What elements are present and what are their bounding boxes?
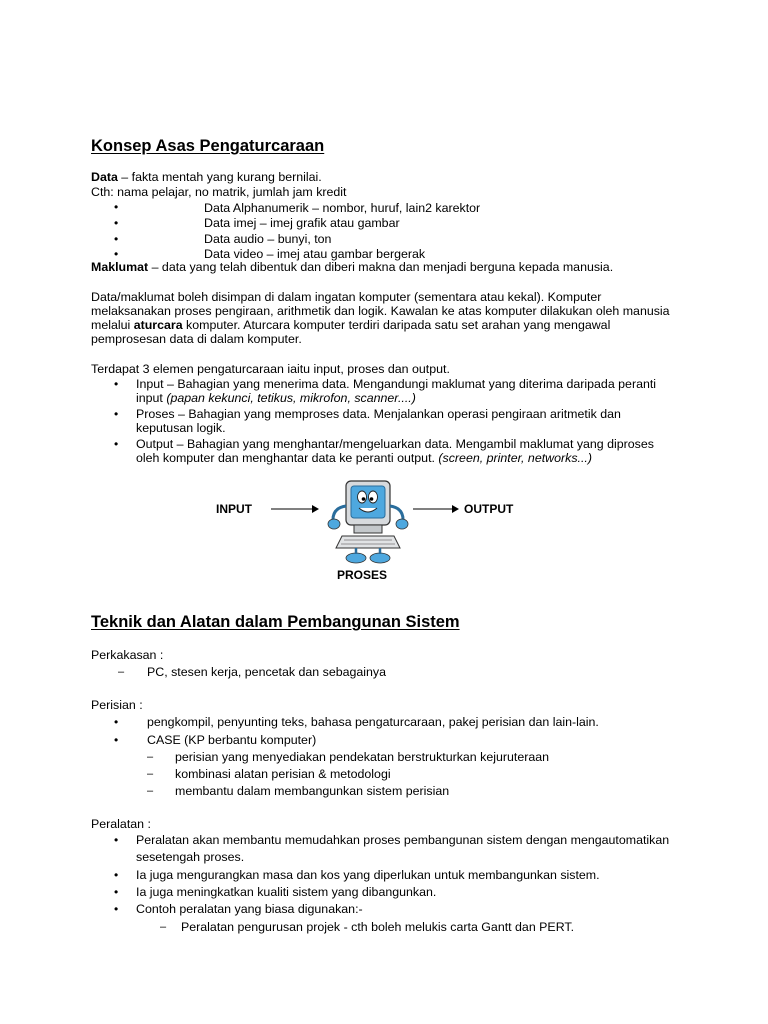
paragraph-text: komputer. Aturcara komputer terdiri daripada satu set arahan yang mengawal bbox=[182, 318, 611, 332]
peralatan-item: sesetengah proses. bbox=[136, 850, 245, 864]
perisian-item: pengkompil, penyunting teks, bahasa pengaturcaraan, pakej perisian dan lain-lain. bbox=[147, 715, 599, 729]
bullet-icon: • bbox=[114, 885, 119, 899]
dash-icon: – bbox=[118, 666, 125, 678]
section-title-konsep: Konsep Asas Pengaturcaraan bbox=[91, 137, 325, 155]
data-definition bbox=[91, 170, 322, 185]
output-text: oleh komputer dan menghantar data ke peranti output. bbox=[136, 451, 439, 465]
input-desc-line: Input – Bahagian yang menerima data. Mengandungi maklumat yang diterima daripada peranti bbox=[136, 377, 657, 391]
data-term: Data bbox=[91, 170, 118, 184]
paragraph-line: melaksanakan proses pengiraan, arithmetik dan logik. Kawalan ke atas komputer dilakukan oleh manusia bbox=[91, 304, 670, 318]
dash-icon: – bbox=[160, 921, 167, 933]
case-item: perisian yang menyediakan pendekatan berstrukturkan kejuruteraan bbox=[175, 750, 550, 764]
data-type-item: Data video – imej atau gambar bergerak bbox=[204, 247, 426, 261]
arrow-right-icon bbox=[412, 503, 460, 515]
data-def-text: – fakta mentah yang kurang bernilai. bbox=[117, 170, 322, 184]
output-desc-line: Output – Bahagian yang menghantar/mengeluarkan data. Mengambil maklumat yang diproses bbox=[136, 437, 654, 451]
section-title-teknik: Teknik dan Alatan dalam Pembangunan Sistem bbox=[91, 613, 460, 631]
bullet-icon: • bbox=[114, 437, 119, 451]
data-example: Cth: nama pelajar, no matrik, jumlah jam kredit bbox=[91, 185, 347, 199]
data-type-item: Data audio – bunyi, ton bbox=[204, 232, 332, 246]
bullet-icon: • bbox=[114, 200, 119, 214]
dash-icon: – bbox=[147, 768, 154, 780]
maklumat-term: Maklumat bbox=[91, 260, 149, 274]
diagram-proses-label: PROSES bbox=[337, 568, 388, 582]
bullet-icon: • bbox=[114, 377, 119, 391]
data-type-item: Data Alphanumerik – nombor, huruf, lain2 karektor bbox=[204, 201, 481, 215]
output-devices: (screen, printer, networks...) bbox=[438, 451, 592, 465]
paragraph-line: Data/maklumat boleh disimpan di dalam ingatan komputer (sementara atau kekal). Komputer bbox=[91, 290, 602, 304]
paragraph-text: melalui bbox=[91, 318, 134, 332]
arrow-right-icon bbox=[270, 503, 320, 515]
perisian-label: Perisian : bbox=[91, 698, 143, 712]
input-devices: (papan kekunci, tetikus, mikrofon, scanner....) bbox=[166, 391, 416, 405]
case-item: membantu dalam membangunkan sistem perisian bbox=[175, 784, 450, 798]
peralatan-item: Peralatan akan membantu memudahkan proses pembangunan sistem dengan mengautomatikan bbox=[136, 833, 670, 847]
maklumat-definition bbox=[91, 260, 613, 275]
diagram-output-label: OUTPUT bbox=[464, 502, 514, 516]
output-desc-line bbox=[136, 451, 592, 466]
proses-desc-line: keputusan logik. bbox=[136, 421, 226, 435]
input-text: input bbox=[136, 391, 167, 405]
bullet-icon: • bbox=[114, 216, 119, 230]
bullet-icon: • bbox=[114, 902, 119, 916]
bullet-icon: • bbox=[114, 868, 119, 882]
peralatan-item: Ia juga mengurangkan masa dan kos yang diperlukan untuk membangunkan sistem. bbox=[136, 868, 600, 882]
bullet-icon: • bbox=[114, 833, 119, 847]
perkakasan-item: PC, stesen kerja, pencetak dan sebagainya bbox=[147, 665, 387, 679]
peralatan-label: Peralatan : bbox=[91, 817, 151, 831]
dash-icon: – bbox=[147, 785, 154, 797]
maklumat-def-text: – data yang telah dibentuk dan diberi makna dan menjadi berguna kepada manusia. bbox=[148, 260, 614, 274]
paragraph-line: pemprosesan data di dalam komputer. bbox=[91, 332, 302, 346]
perisian-item: CASE (KP berbantu komputer) bbox=[147, 733, 317, 747]
elements-intro: Terdapat 3 elemen pengaturcaraan iaitu input, proses dan output. bbox=[91, 362, 450, 376]
dash-icon: – bbox=[147, 751, 154, 763]
bullet-icon: • bbox=[114, 407, 119, 421]
perkakasan-label: Perkakasan : bbox=[91, 648, 164, 662]
diagram-input-label: INPUT bbox=[216, 502, 252, 516]
proses-desc-line: Proses – Bahagian yang memproses data. Menjalankan operasi pengiraan aritmetik dan bbox=[136, 407, 621, 421]
peralatan-sub-item: Peralatan pengurusan projek - cth boleh melukis carta Gantt dan PERT. bbox=[181, 920, 575, 934]
peralatan-item: Ia juga meningkatkan kualiti sistem yang dibangunkan. bbox=[136, 885, 437, 899]
computer-mascot-icon bbox=[326, 478, 410, 570]
bullet-icon: • bbox=[114, 715, 119, 729]
aturcara-term: aturcara bbox=[133, 318, 183, 332]
peralatan-item: Contoh peralatan yang biasa digunakan:- bbox=[136, 902, 363, 916]
bullet-icon: • bbox=[114, 232, 119, 246]
paragraph-line bbox=[91, 318, 610, 333]
case-item: kombinasi alatan perisian & metodologi bbox=[175, 767, 391, 781]
input-desc-line bbox=[136, 391, 416, 406]
data-type-item: Data imej – imej grafik atau gambar bbox=[204, 216, 400, 230]
bullet-icon: • bbox=[114, 733, 119, 747]
bullet-icon: • bbox=[114, 247, 119, 261]
